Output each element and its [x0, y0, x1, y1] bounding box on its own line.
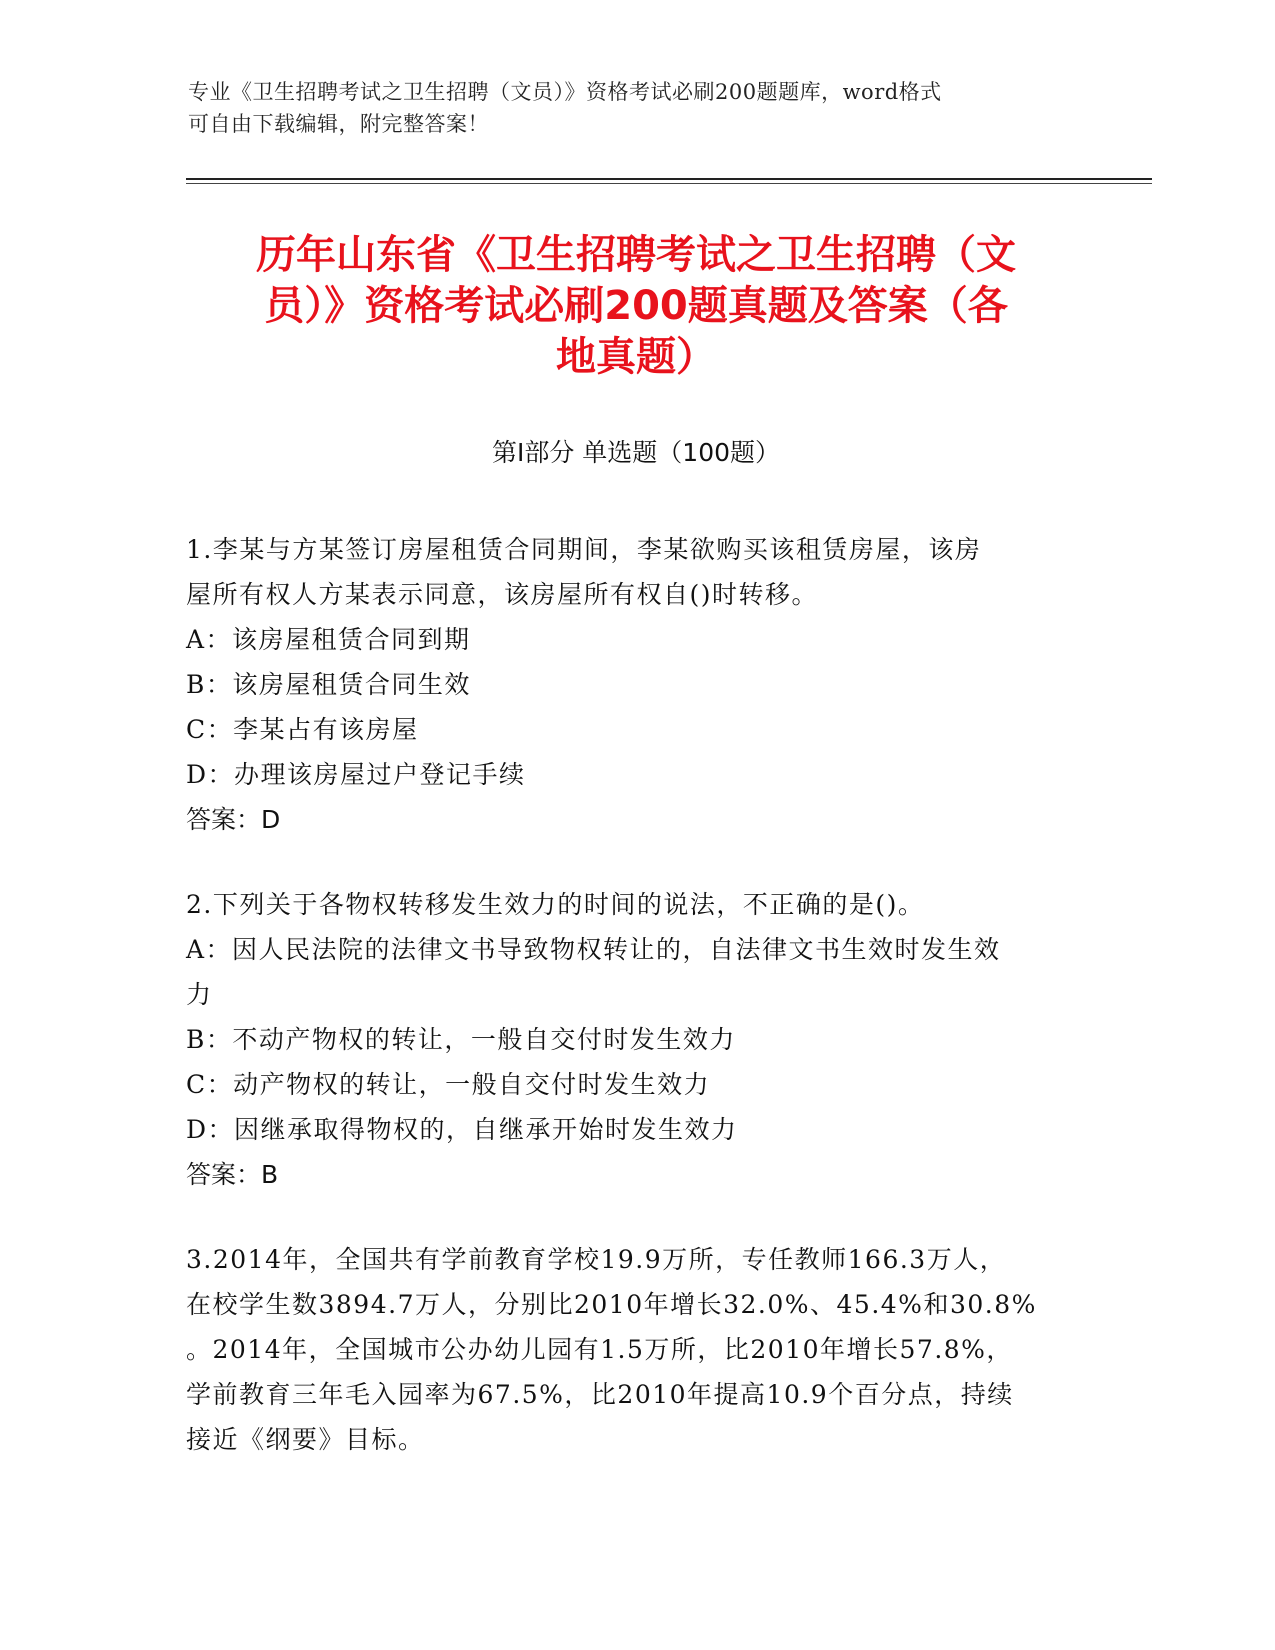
- header-line-1: 专业《卫生招聘考试之卫生招聘（文员）》资格考试必刷200题题库，word格式: [188, 80, 942, 104]
- question-3-line-4: 学前教育三年毛入园率为67.5%，比2010年提高10.9个百分点，持续: [186, 1380, 1014, 1409]
- question-2-option-a: A：因人民法院的法律文书导致物权转让的，自法律文书生效时发生效: [186, 935, 1001, 964]
- document-header: [188, 76, 1068, 140]
- header-line-2: 可自由下载编辑，附完整答案！: [188, 112, 489, 136]
- question-1-answer: 答案：D: [186, 805, 281, 834]
- question-2-line-1: 2.下列关于各物权转移发生效力的时间的说法，不正确的是()。: [186, 890, 925, 919]
- question-3: [186, 1237, 1086, 1462]
- title-line-1: 历年山东省《卫生招聘考试之卫生招聘（文: [256, 232, 1016, 278]
- header-divider-thin: [186, 183, 1152, 184]
- section-heading: 第I部分 单选题（100题）: [491, 438, 781, 467]
- question-1-option-b: B：该房屋租赁合同生效: [186, 670, 471, 699]
- question-1-option-c: C：李某占有该房屋: [186, 715, 419, 744]
- question-2-answer: 答案：B: [186, 1160, 279, 1189]
- question-3-line-5: 接近《纲要》目标。: [186, 1425, 425, 1454]
- question-2-option-c: C：动产物权的转让，一般自交付时发生效力: [186, 1070, 711, 1099]
- question-2-option-a-cont: 力: [186, 980, 213, 1009]
- question-1: [186, 527, 1086, 842]
- question-2: [186, 882, 1086, 1197]
- title-line-2: 员）》资格考试必刷200题真题及答案（各: [264, 283, 1008, 329]
- question-1-line-1: 1.李某与方某签订房屋租赁合同期间，李某欲购买该租赁房屋，该房: [186, 535, 982, 564]
- document-title: [186, 230, 1086, 383]
- question-list: [186, 527, 1086, 1502]
- question-1-option-a: A：该房屋租赁合同到期: [186, 625, 471, 654]
- question-3-line-2: 在校学生数3894.7万人，分别比2010年增长32.0%、45.4%和30.8%: [186, 1290, 1037, 1319]
- question-1-option-d: D：办理该房屋过户登记手续: [186, 760, 526, 789]
- question-2-option-b: B：不动产物权的转让，一般自交付时发生效力: [186, 1025, 736, 1054]
- header-divider-thick: [186, 178, 1152, 180]
- title-line-3: 地真题）: [556, 334, 716, 380]
- question-3-line-1: 3.2014年，全国共有学前教育学校19.9万所，专任教师166.3万人，: [186, 1245, 1007, 1274]
- question-3-line-3: 。2014年，全国城市公办幼儿园有1.5万所，比2010年增长57.8%，: [186, 1335, 1013, 1364]
- question-2-option-d: D：因继承取得物权的，自继承开始时发生效力: [186, 1115, 738, 1144]
- question-1-line-2: 屋所有权人方某表示同意，该房屋所有权自()时转移。: [186, 580, 819, 609]
